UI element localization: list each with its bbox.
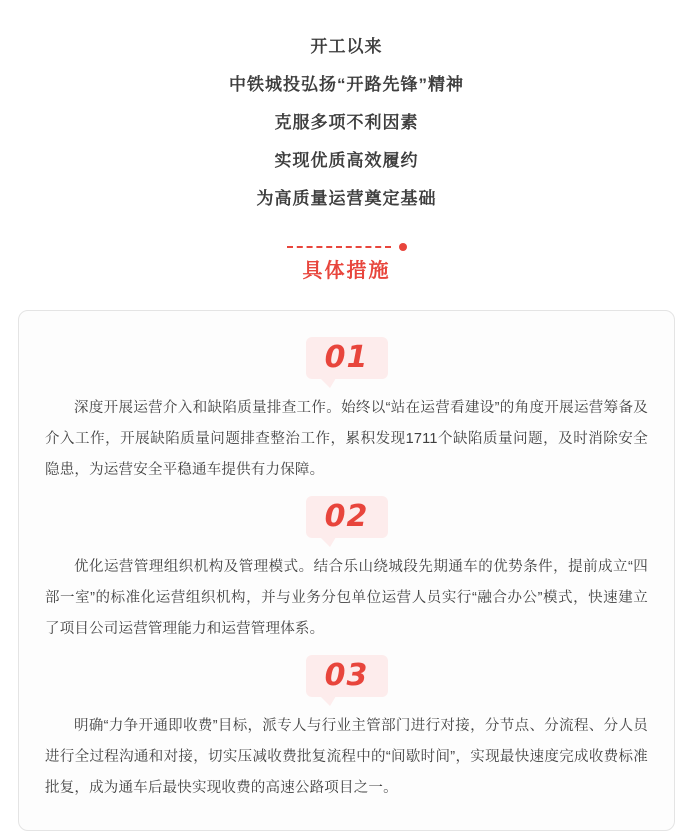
headline-block — [0, 0, 693, 216]
headline-line-4: 实现优质高效履约 — [274, 151, 419, 170]
item-text-01: 深度开展运营介入和缺陷质量排查工作。始终以“站在运营看建设”的角度开展运营筹备及介入工作，开展缺陷质量问题排查整治工作，累积发现1711个缺陷质量问题，及时消除安全隐患，为运营安全平稳通车提供有力保障。 — [45, 400, 648, 478]
item-text-02: 优化运营管理组织机构及管理模式。结合乐山绕城段先期通车的优势条件，提前成立“四部一室”的标准化运营组织机构，并与业务分包单位运营人员实行“融合办公”模式，快速建立了项目公司运营管理能力和运营管理体系。 — [45, 559, 648, 637]
section-title: 具体措施 — [302, 260, 391, 282]
section-header — [0, 242, 693, 304]
item-text-03: 明确“力争开通即收费”目标，派专人与行业主管部门进行对接，分节点、分流程、分人员进行全过程沟通和对接，切实压减收费批复流程中的“间歇时间”，实现最快速度完成收费标准批复，成为通车后最快实现收费的高速公路项目之一。 — [45, 718, 648, 796]
number-bubble — [306, 337, 388, 379]
headline-line-3: 克服多项不利因素 — [274, 113, 419, 132]
item-number-01: 01 — [324, 340, 369, 375]
headline-line-5: 为高质量运营奠定基础 — [256, 189, 437, 208]
headline-line-2: 中铁城投弘扬“开路先锋”精神 — [229, 75, 464, 94]
number-bubble — [306, 655, 388, 697]
dashed-decoration — [287, 242, 407, 252]
headline-line-1: 开工以来 — [310, 37, 383, 56]
item-number-badge-03 — [45, 655, 648, 697]
item-number-03: 03 — [324, 658, 369, 693]
item-number-02: 02 — [324, 499, 369, 534]
measures-card — [18, 310, 675, 831]
item-number-badge-02 — [45, 496, 648, 538]
dot-icon — [399, 243, 407, 251]
item-number-badge-01 — [45, 337, 648, 379]
dashed-line — [287, 246, 391, 248]
number-bubble — [306, 496, 388, 538]
